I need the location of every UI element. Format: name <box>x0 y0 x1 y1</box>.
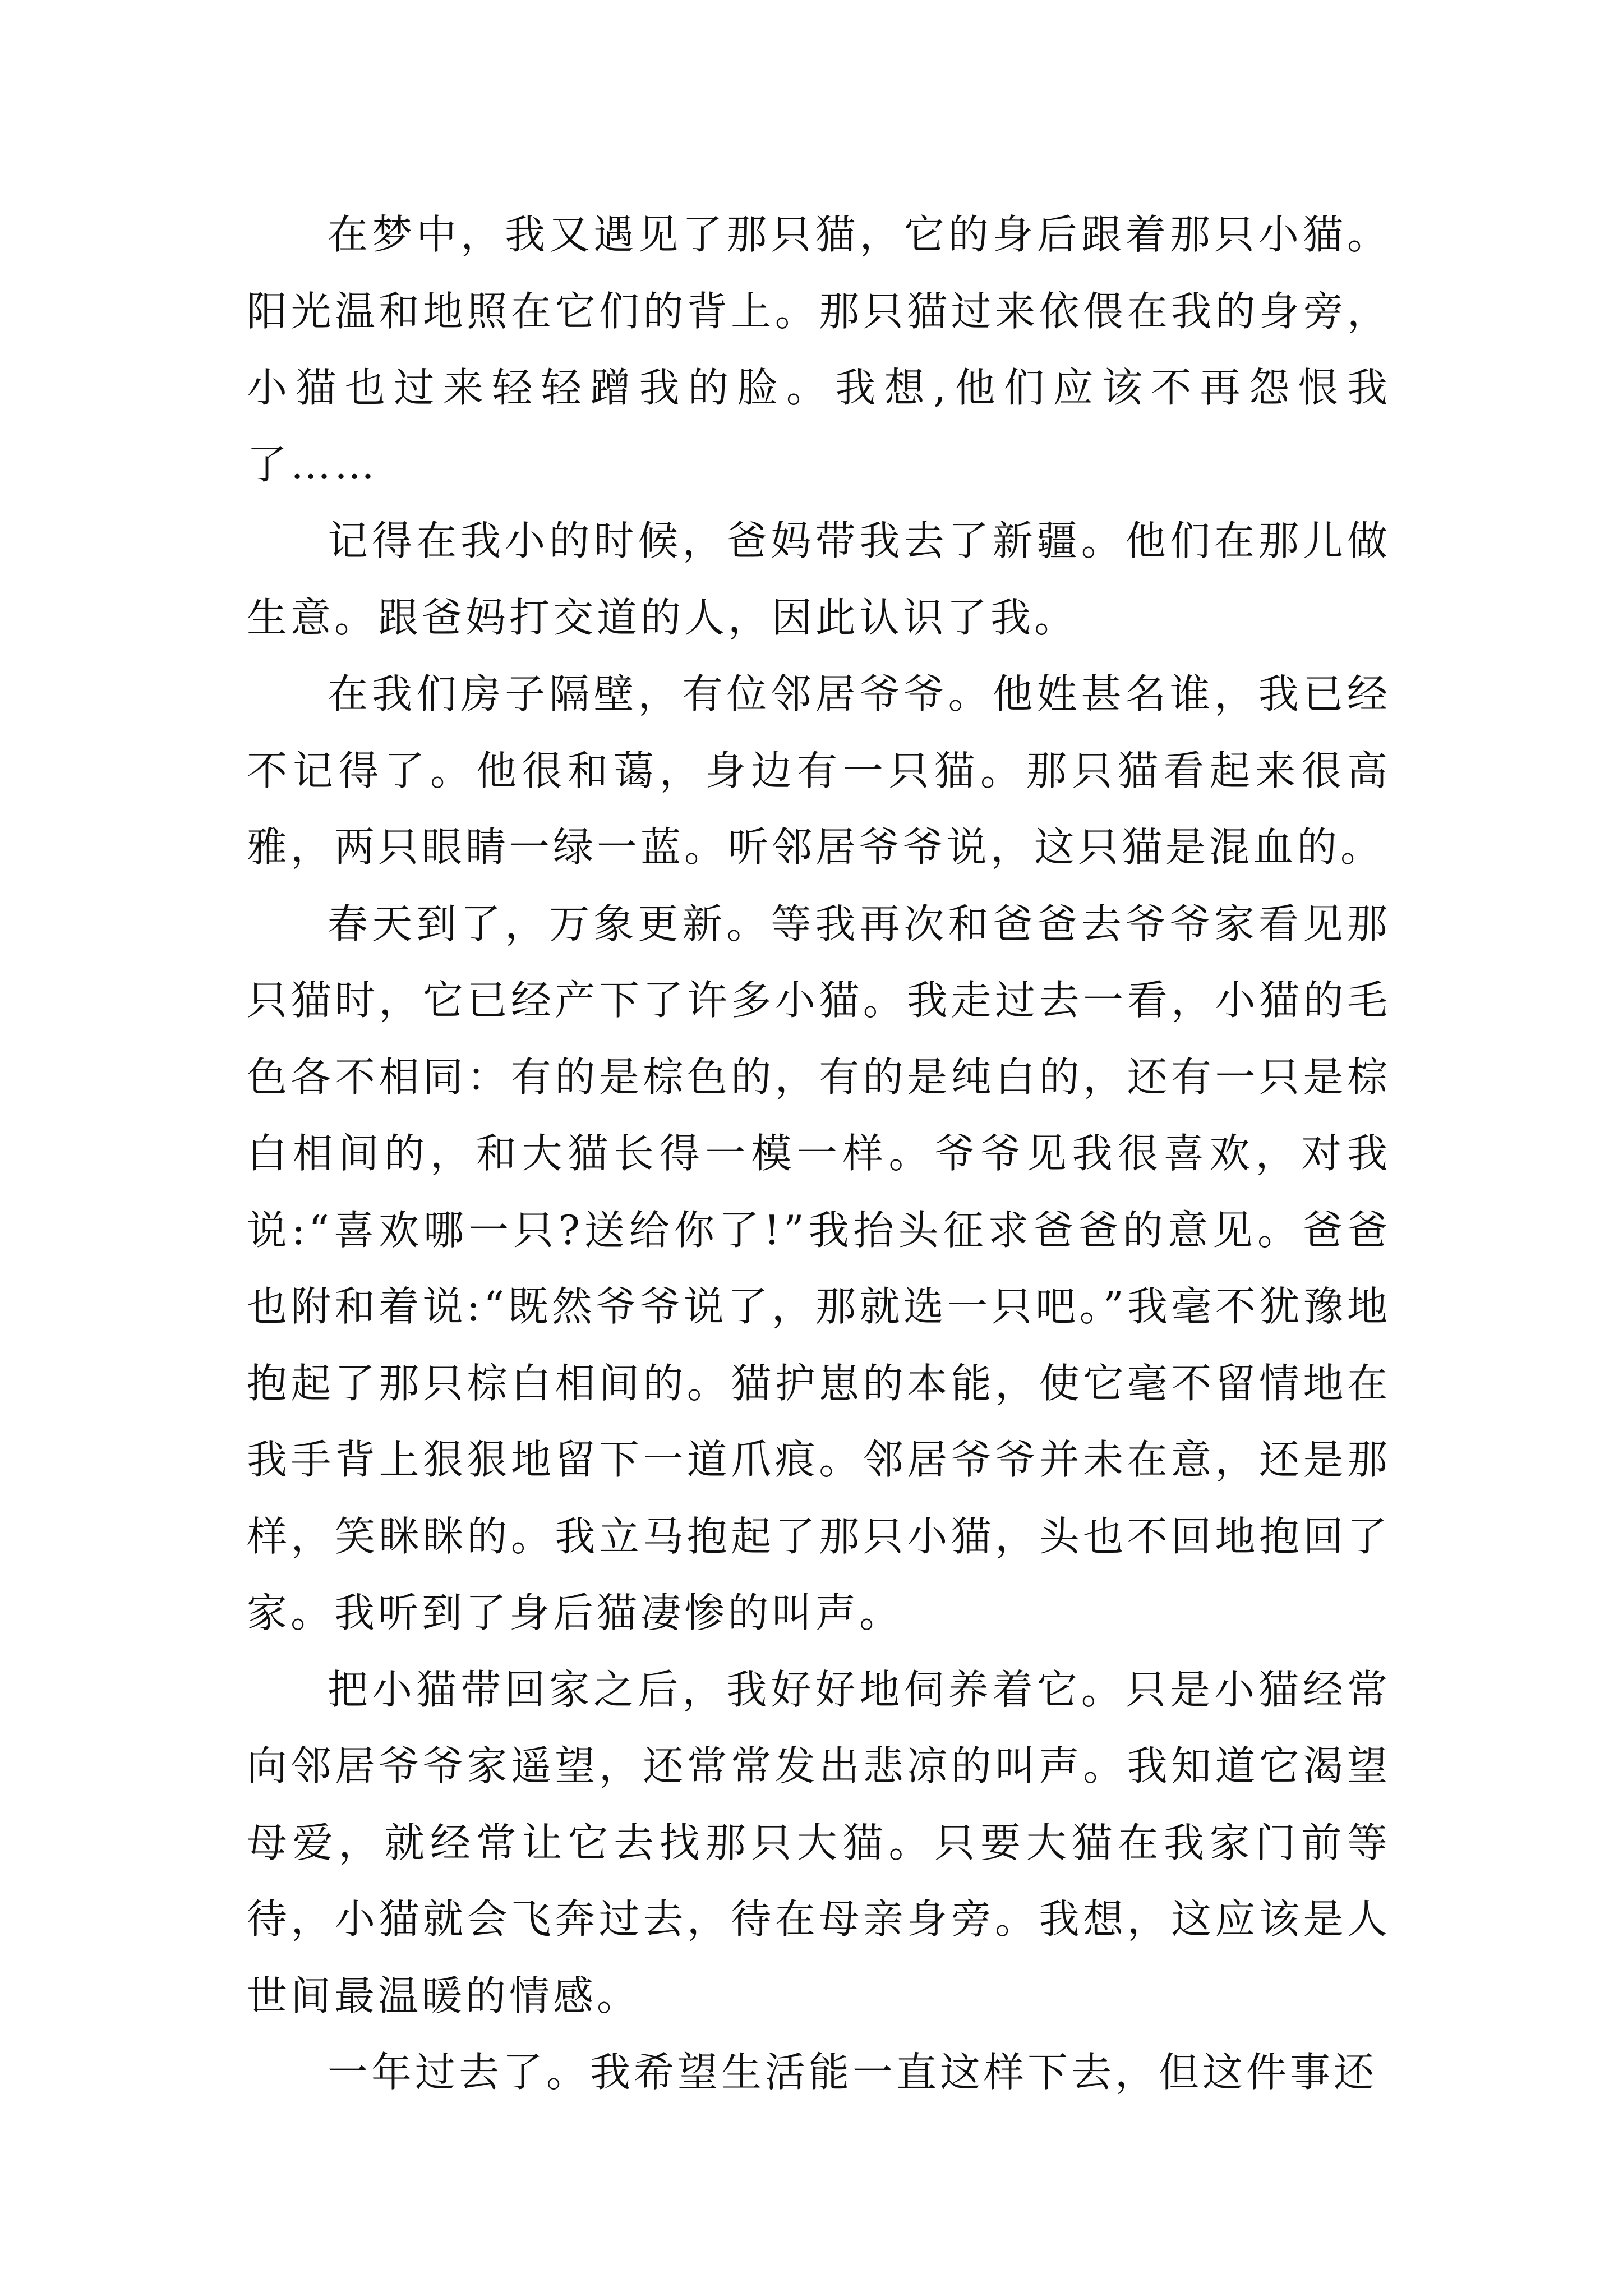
paragraph-4: 春天到了，万象更新。等我再次和爸爸去爷爷家看见那只猫时，它已经产下了许多小猫。我走过去一看，小猫的毛色各不相同：有的是棕色的，有的是纯白的，还有一只是棕白相间的，和大猫长得一模一样。爷爷见我很喜欢，对我说:“喜欢哪一只?送给你了!”我抬头征求爸爸的意见。爸爸也附和着说:“既然爷爷说了，那就选一只吧。”我毫不犹豫地抱起了那只棕白相间的。猫护崽的本能，使它毫不留情地在我手背上狠狠地留下一道爪痕。邻居爷爷并未在意，还是那样，笑眯眯的。我立马抱起了那只小猫，头也不回地抱回了家。我听到了身后猫凄惨的叫声。 <box>247 900 1391 1636</box>
paragraph-5: 把小猫带回家之后，我好好地伺养着它。只是小猫经常向邻居爷爷家遥望，还常常发出悲凉的叫声。我知道它渴望母爱，就经常让它去找那只大猫。只要大猫在我家门前等待，小猫就会飞奔过去，待在母亲身旁。我想，这应该是人世间最温暖的情感。 <box>247 1665 1391 2019</box>
essay-body <box>247 196 1391 2111</box>
paragraph-6: 一年过去了。我希望生活能一直这样下去，但这件事还 <box>328 2049 1378 2096</box>
paragraph-3: 在我们房子隔壁，有位邻居爷爷。他姓甚名谁，我已经不记得了。他很和蔼，身边有一只猫。那只猫看起来很高雅，两只眼睛一绿一蓝。听邻居爷爷说，这只猫是混血的。 <box>247 670 1391 871</box>
paragraph-1: 在梦中，我又遇见了那只猫，它的身后跟着那只小猫。阳光温和地照在它们的背上。那只猫过来依偎在我的身旁，小猫也过来轻轻蹭我的脸。我想,他们应该不再怨恨我了…… <box>247 211 1391 488</box>
paragraph-2: 记得在我小的时候，爸妈带我去了新疆。他们在那儿做生意。跟爸妈打交道的人，因此认识了我。 <box>247 517 1391 641</box>
